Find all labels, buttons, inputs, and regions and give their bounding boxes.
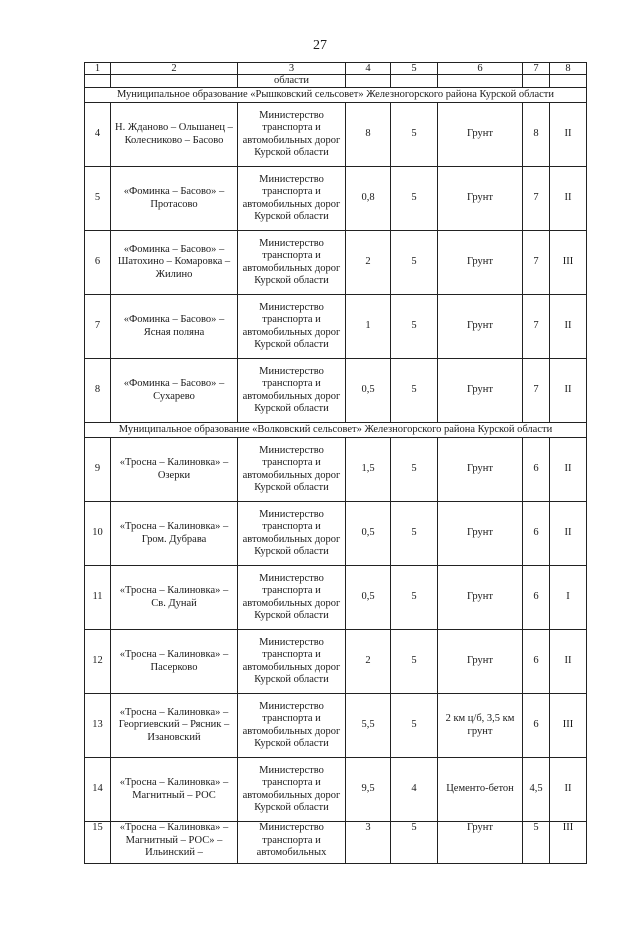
owner-cell: Министерство транспорта и автомобильных дорог Курской области	[238, 694, 346, 758]
surface-cell: Грунт	[438, 566, 523, 630]
owner-cell: Министерство транспорта и автомобильных дорог Курской области	[238, 438, 346, 502]
width-cell: 5	[391, 822, 438, 864]
row-number-cell: 11	[85, 566, 111, 630]
column-header: 6	[438, 63, 523, 75]
road-name-cell: «Тросна – Калиновка» – Пасерково	[111, 630, 238, 694]
length-cell: 5,5	[346, 694, 391, 758]
owner-cell: Министерство транспорта и автомобильных дорог Курской области	[238, 103, 346, 167]
surface-cell: Грунт	[438, 295, 523, 359]
length-cell: 0,5	[346, 502, 391, 566]
surface-cell: Грунт	[438, 630, 523, 694]
table-row	[85, 167, 587, 231]
surface-cell: Грунт	[438, 231, 523, 295]
header-row	[85, 63, 587, 75]
surface-cell: Грунт	[438, 438, 523, 502]
row-number-cell: 6	[85, 231, 111, 295]
road-name-cell: «Тросна – Калиновка» – Магнитный – РОС» – Ильинский –	[111, 822, 238, 864]
category-cell: II	[550, 630, 587, 694]
road-name-cell: «Фоминка – Басово» – Протасово	[111, 167, 238, 231]
continuation-row	[85, 75, 587, 88]
road-name-cell: Н. Жданово – Ольшанец – Колесниково – Басово	[111, 103, 238, 167]
category-cell: II	[550, 103, 587, 167]
road-name-cell: «Фоминка – Басово» – Ясная поляна	[111, 295, 238, 359]
length-cell: 2	[346, 231, 391, 295]
width-cell: 5	[391, 502, 438, 566]
section-heading-row	[85, 423, 587, 438]
road-name-cell: «Фоминка – Басово» – Шатохино – Комаровка – Жилино	[111, 231, 238, 295]
category-cell: III	[550, 694, 587, 758]
column-7-cell: 7	[523, 359, 550, 423]
column-7-cell: 6	[523, 502, 550, 566]
category-cell: III	[550, 822, 587, 864]
column-7-cell: 6	[523, 694, 550, 758]
road-name-cell: «Тросна – Калиновка» – Озерки	[111, 438, 238, 502]
column-7-cell: 4,5	[523, 758, 550, 822]
column-header: 3	[238, 63, 346, 75]
column-7-cell: 6	[523, 630, 550, 694]
surface-cell: Грунт	[438, 103, 523, 167]
column-header: 2	[111, 63, 238, 75]
surface-cell: Грунт	[438, 167, 523, 231]
column-7-cell: 5	[523, 822, 550, 864]
length-cell: 0,5	[346, 359, 391, 423]
row-number-cell: 4	[85, 103, 111, 167]
surface-cell: Грунт	[438, 822, 523, 864]
table-row	[85, 566, 587, 630]
table-row	[85, 231, 587, 295]
column-header: 1	[85, 63, 111, 75]
column-header: 5	[391, 63, 438, 75]
length-cell: 2	[346, 630, 391, 694]
column-7-cell: 7	[523, 167, 550, 231]
road-name-cell: «Фоминка – Басово» – Сухарево	[111, 359, 238, 423]
column-7-cell: 7	[523, 231, 550, 295]
width-cell: 5	[391, 630, 438, 694]
row-number-cell: 8	[85, 359, 111, 423]
category-cell: II	[550, 438, 587, 502]
width-cell: 5	[391, 103, 438, 167]
table-row	[85, 103, 587, 167]
section-title: Муниципальное образование «Волковский сельсовет» Железногорского района Курской области	[85, 423, 587, 438]
width-cell: 5	[391, 694, 438, 758]
surface-cell: Цементо-бетон	[438, 758, 523, 822]
section-heading-row	[85, 88, 587, 103]
owner-cell: Министерство транспорта и автомобильных	[238, 822, 346, 864]
road-name-cell: «Тросна – Калиновка» – Гром. Дубрава	[111, 502, 238, 566]
owner-cell: области	[238, 75, 346, 88]
owner-cell: Министерство транспорта и автомобильных дорог Курской области	[238, 758, 346, 822]
category-cell: II	[550, 758, 587, 822]
row-number-cell: 5	[85, 167, 111, 231]
column-header: 8	[550, 63, 587, 75]
owner-cell: Министерство транспорта и автомобильных дорог Курской области	[238, 295, 346, 359]
width-cell: 5	[391, 566, 438, 630]
page-number: 27	[313, 38, 327, 53]
width-cell: 5	[391, 231, 438, 295]
length-cell: 0,8	[346, 167, 391, 231]
column-header: 7	[523, 63, 550, 75]
owner-cell: Министерство транспорта и автомобильных дорог Курской области	[238, 167, 346, 231]
width-cell: 5	[391, 438, 438, 502]
section-title: Муниципальное образование «Рышковский сельсовет» Железногорского района Курской области	[85, 88, 587, 103]
length-cell: 3	[346, 822, 391, 864]
row-number-cell: 9	[85, 438, 111, 502]
column-7-cell: 7	[523, 295, 550, 359]
length-cell: 8	[346, 103, 391, 167]
length-cell: 1	[346, 295, 391, 359]
row-number-cell: 12	[85, 630, 111, 694]
row-number-cell: 7	[85, 295, 111, 359]
table-row	[85, 758, 587, 822]
surface-cell: Грунт	[438, 502, 523, 566]
road-name-cell: «Тросна – Калиновка» – Георгиевский – Рясник – Изановский	[111, 694, 238, 758]
owner-cell: Министерство транспорта и автомобильных дорог Курской области	[238, 231, 346, 295]
table-row	[85, 630, 587, 694]
category-cell: III	[550, 231, 587, 295]
surface-cell: 2 км ц/б, 3,5 км грунт	[438, 694, 523, 758]
width-cell: 5	[391, 295, 438, 359]
row-number-cell: 13	[85, 694, 111, 758]
table-row	[85, 295, 587, 359]
category-cell: II	[550, 359, 587, 423]
table-row	[85, 502, 587, 566]
length-cell: 9,5	[346, 758, 391, 822]
width-cell: 5	[391, 359, 438, 423]
table-row	[85, 694, 587, 758]
surface-cell: Грунт	[438, 359, 523, 423]
length-cell: 0,5	[346, 566, 391, 630]
owner-cell: Министерство транспорта и автомобильных дорог Курской области	[238, 566, 346, 630]
row-number-cell: 15	[85, 822, 111, 864]
table-row	[85, 822, 587, 864]
length-cell: 1,5	[346, 438, 391, 502]
category-cell: II	[550, 502, 587, 566]
owner-cell: Министерство транспорта и автомобильных дорог Курской области	[238, 502, 346, 566]
owner-cell: Министерство транспорта и автомобильных дорог Курской области	[238, 630, 346, 694]
column-7-cell: 8	[523, 103, 550, 167]
road-name-cell: «Тросна – Калиновка» – Св. Дунай	[111, 566, 238, 630]
width-cell: 4	[391, 758, 438, 822]
category-cell: II	[550, 295, 587, 359]
column-7-cell: 6	[523, 566, 550, 630]
owner-cell: Министерство транспорта и автомобильных дорог Курской области	[238, 359, 346, 423]
row-number-cell: 10	[85, 502, 111, 566]
width-cell: 5	[391, 167, 438, 231]
column-7-cell: 6	[523, 438, 550, 502]
table-row	[85, 359, 587, 423]
table-row	[85, 438, 587, 502]
column-header: 4	[346, 63, 391, 75]
row-number-cell: 14	[85, 758, 111, 822]
category-cell: II	[550, 167, 587, 231]
road-name-cell: «Тросна – Калиновка» – Магнитный – РОС	[111, 758, 238, 822]
category-cell: I	[550, 566, 587, 630]
roads-table	[84, 62, 587, 864]
